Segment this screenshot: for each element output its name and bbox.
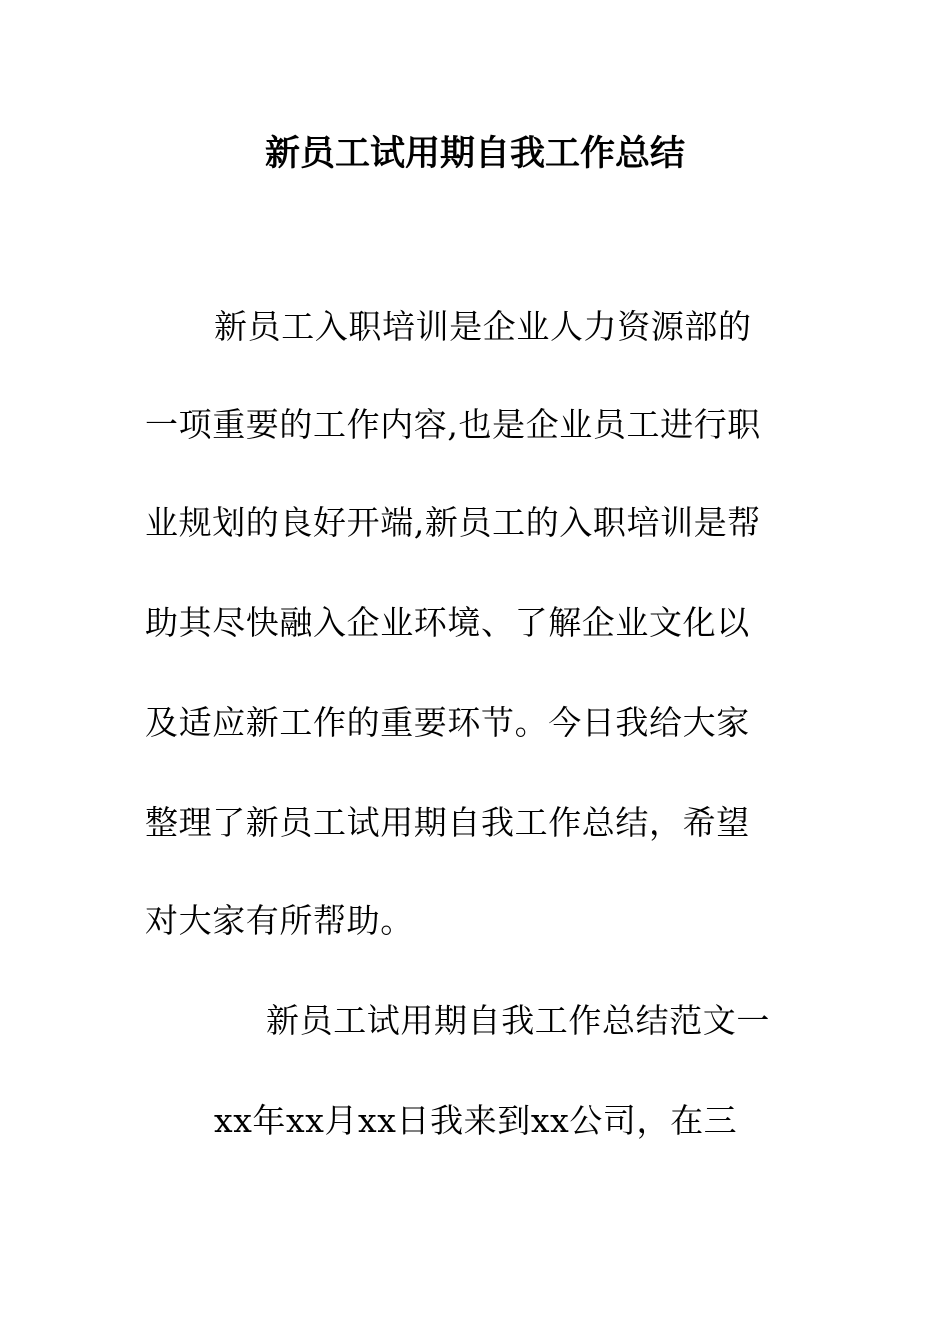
- paragraph-line: 新员工入职培训是企业人力资源部的: [214, 307, 752, 346]
- paragraph-line: 一项重要的工作内容,也是企业员工进行职: [145, 405, 761, 444]
- document-title: 新员工试用期自我工作总结: [264, 134, 685, 174]
- paragraph-line: 及适应新工作的重要环节。今日我给大家: [145, 703, 750, 742]
- paragraph-line: 对大家有所帮助。: [145, 901, 414, 940]
- paragraph-line: 整理了新员工试用期自我工作总结，希望: [145, 803, 750, 842]
- paragraph-line: xx年xx月xx日我来到xx公司，在三: [214, 1101, 738, 1140]
- section-heading: 新员工试用期自我工作总结范文一: [266, 1001, 770, 1040]
- paragraph-line: 助其尽快融入企业环境、了解企业文化以: [145, 603, 750, 642]
- paragraph-line: 业规划的良好开端,新员工的入职培训是帮: [145, 503, 761, 542]
